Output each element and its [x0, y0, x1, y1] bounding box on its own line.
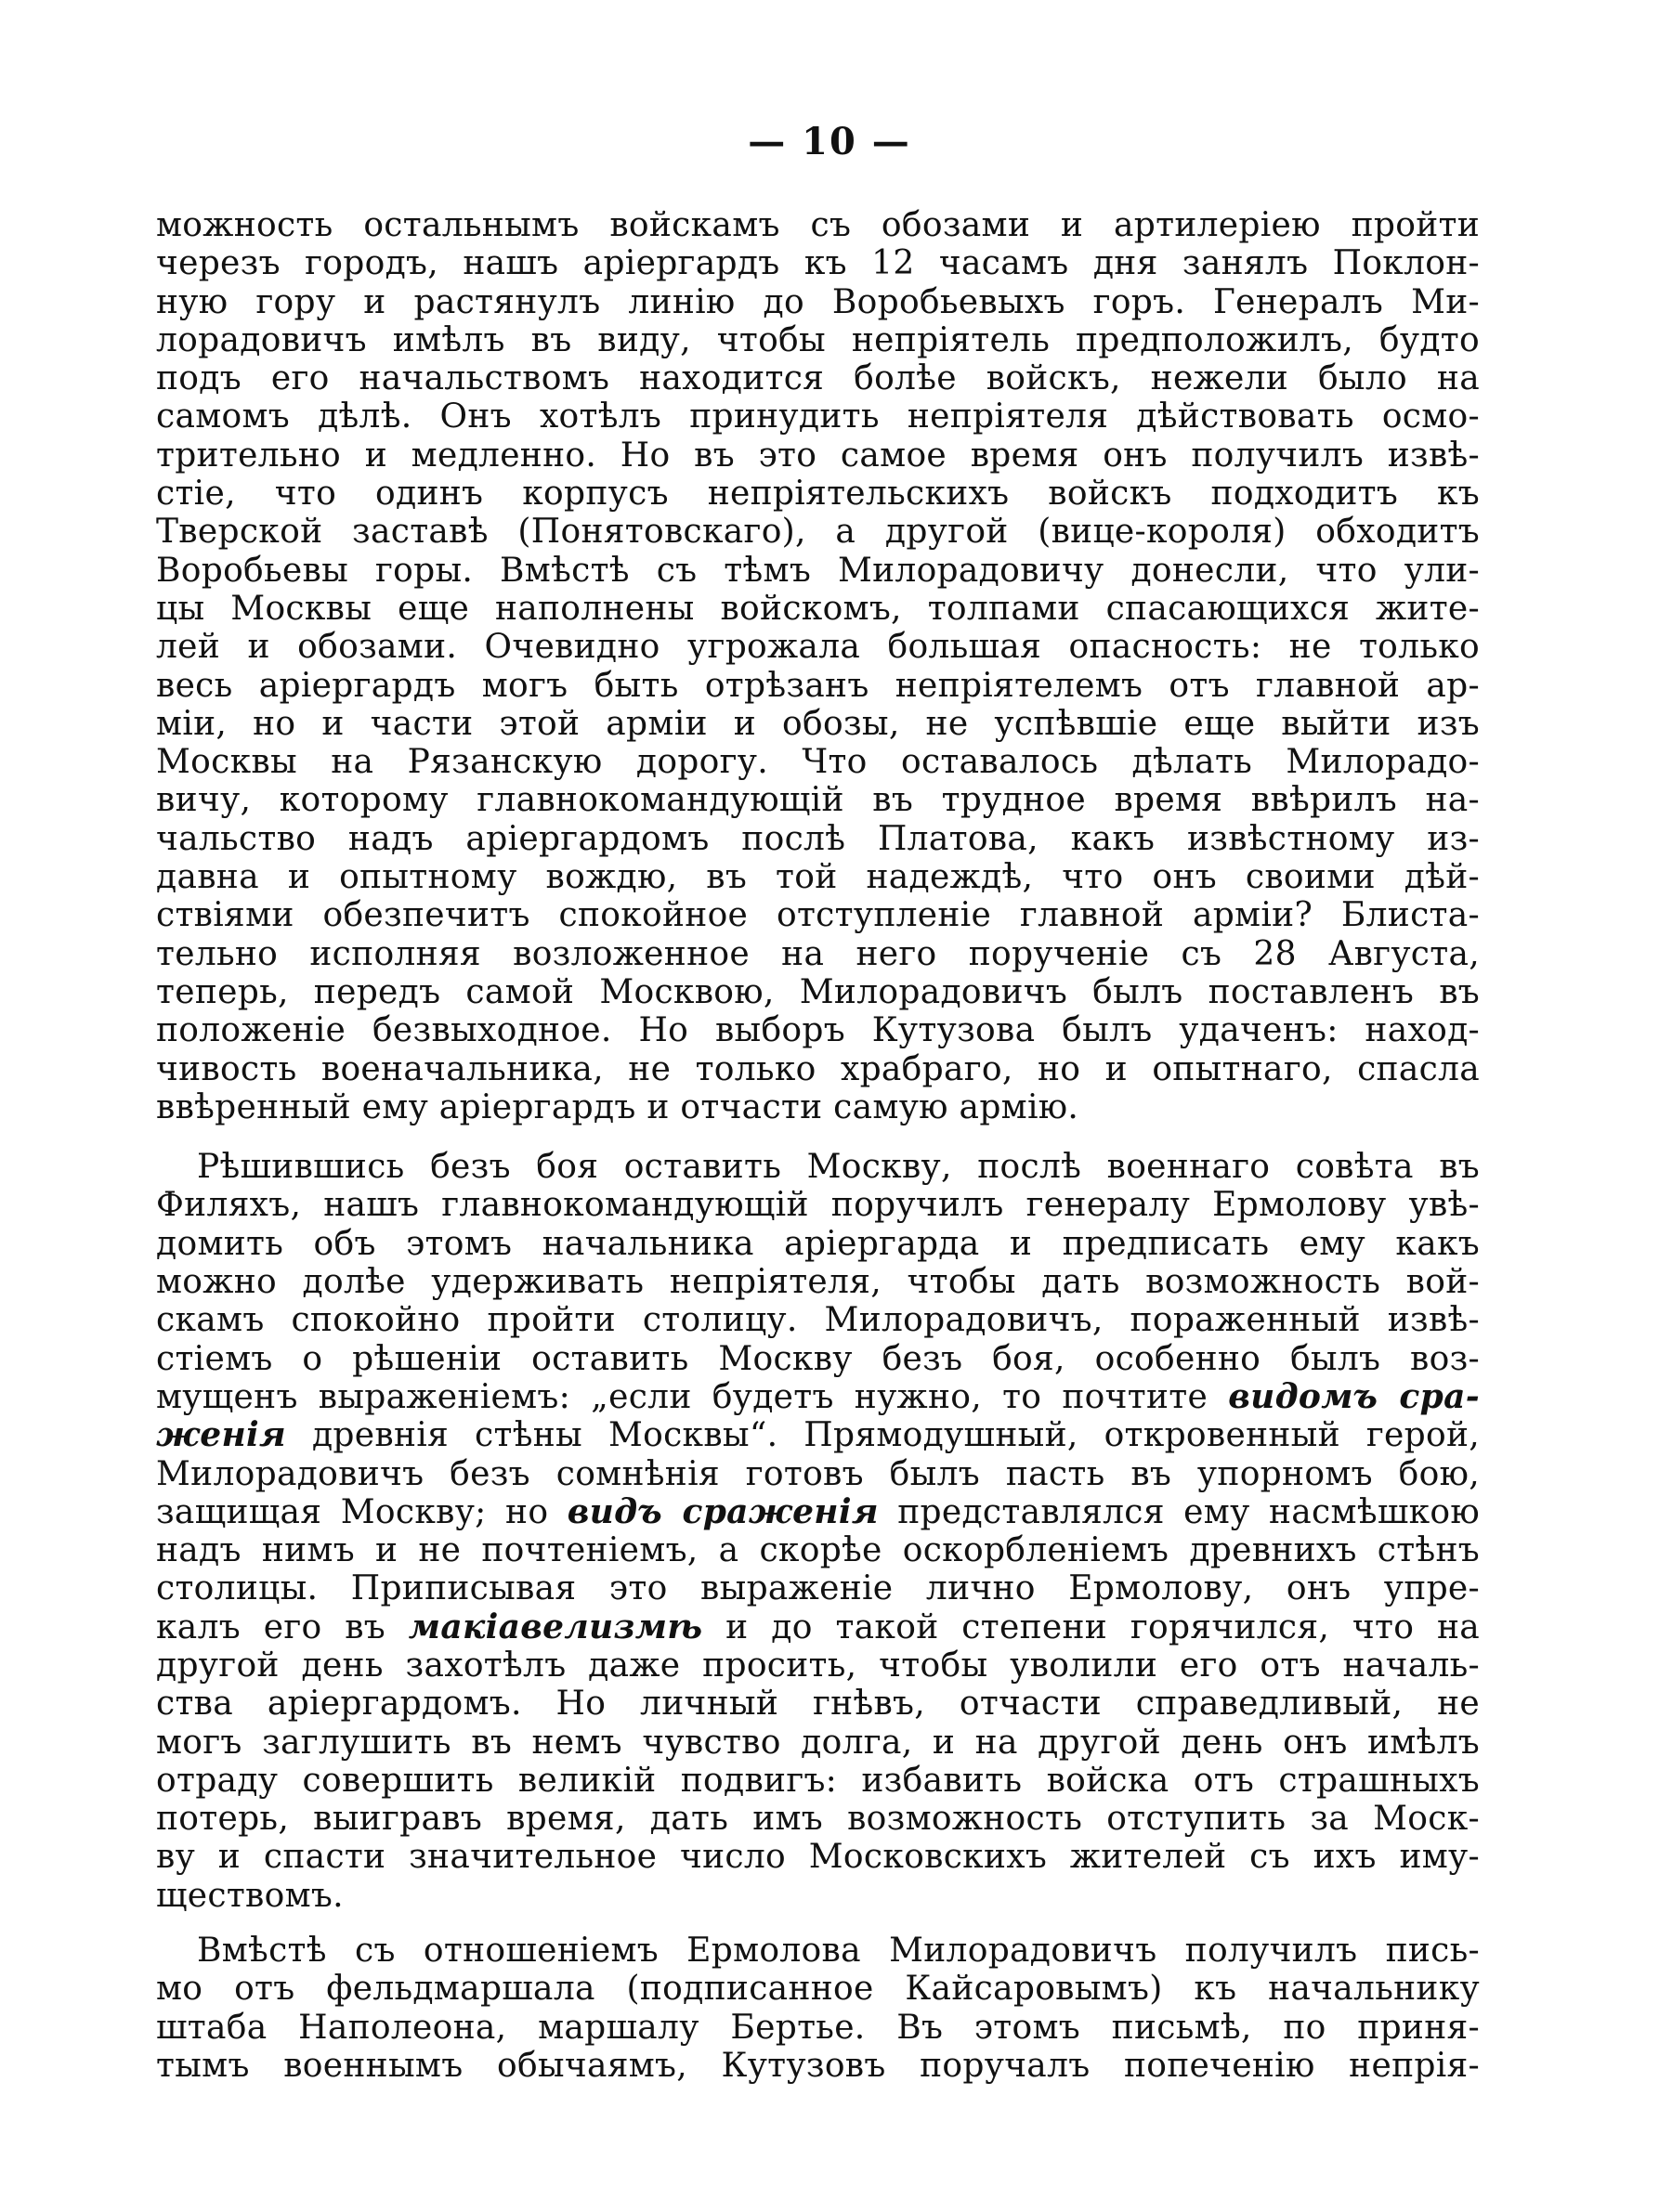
text-line: Милорадовичъ безъ сомнѣнія готовъ былъ пасть въ упорномъ бою, [156, 1454, 1480, 1493]
paragraph-1 [156, 206, 1480, 1126]
text-line: Рѣшившись безъ боя оставить Москву, послѣ военнаго совѣта въ [197, 1148, 1480, 1187]
text-run: представлялся ему насмѣшкою [897, 1492, 1481, 1531]
emphasis-text: видъ сраженія [567, 1491, 879, 1531]
page-number: — 10 — [748, 120, 911, 163]
text-line: домить объ этомъ начальника аріергарда и предписать ему какъ [156, 1224, 1480, 1263]
text-line: чальство надъ аріергардомъ послѣ Платова, какъ извѣстному из- [156, 819, 1480, 858]
text-line: цы Москвы еще наполнены войскомъ, толпами спасающихся жите- [156, 589, 1480, 628]
text-line: черезъ городъ, нашъ аріергардъ къ 12 часамъ дня занялъ Поклон- [156, 244, 1480, 283]
text-line: чивость военачальника, не только храбраго, но и опытнаго, спасла [156, 1049, 1480, 1088]
text-run: калъ его въ [156, 1607, 386, 1646]
text-line: лорадовичъ имѣлъ въ виду, чтобы непріятель предположилъ, будто [156, 320, 1480, 359]
text-line: подъ его начальствомъ находится болѣе войскъ, нежели было на [156, 359, 1480, 398]
text-line: Вмѣстѣ съ отношеніемъ Ермолова Милорадовичъ получилъ пись- [197, 1932, 1480, 1971]
emphasis-text: женія [156, 1415, 286, 1455]
text-line: можно долѣе удерживать непріятеля, чтобы дать возможность вой- [156, 1263, 1480, 1302]
text-line: другой день захотѣлъ даже просить, чтобы уволили его отъ началь- [156, 1646, 1480, 1685]
text-line: лей и обозами. Очевидно угрожала большая опасность: не только [156, 628, 1480, 667]
text-line: Москвы на Рязанскую дорогу. Что оставалось дѣлать Милорадо- [156, 743, 1480, 782]
text-line: можность остальнымъ войскамъ съ обозами и артилеріею пройти [156, 206, 1480, 244]
text-line: ную гору и растянулъ линію до Воробьевыхъ горъ. Генералъ Ми- [156, 282, 1480, 321]
text-line: ществомъ. [156, 1876, 344, 1915]
text-line: міи, но и части этой арміи и обозы, не успѣвшіе еще выйти изъ [156, 704, 1480, 743]
body-text [156, 206, 1480, 2085]
text-line: ввѣренный ему аріергардъ и отчасти самую армію. [156, 1087, 1079, 1126]
text-run: защищая Москву; но [156, 1492, 549, 1531]
text-line [156, 1493, 1480, 1531]
text-line: тымъ военнымъ обычаямъ, Кутузовъ поручалъ попеченію непрія- [156, 2046, 1480, 2085]
text-line: столицы. Приписывая это выраженіе лично Ермолову, онъ упре- [156, 1569, 1480, 1608]
emphasis-text: макіавелизмѣ [408, 1607, 703, 1646]
paragraph-3 [156, 1932, 1480, 2085]
text-line: мо отъ фельдмаршала (подписанное Кайсаровымъ) къ начальнику [156, 1970, 1480, 2009]
text-line: потерь, выигравъ время, дать имъ возможность отступить за Моск- [156, 1800, 1480, 1839]
text-line: стіе, что одинъ корпусъ непріятельскихъ войскъ подходитъ къ [156, 475, 1480, 514]
text-line: Тверской заставѣ (Понятовскаго), а другой (вице-короля) обходитъ [156, 513, 1480, 552]
text-line [156, 1378, 1480, 1416]
text-line [156, 1608, 1480, 1646]
text-line: самомъ дѣлѣ. Онъ хотѣлъ принудить непріятеля дѣйствовать осмо- [156, 397, 1480, 436]
text-line: ствіями обезпечитъ спокойное отступленіе главной арміи? Блиста- [156, 896, 1480, 935]
text-run: мущенъ выраженіемъ: „если будетъ нужно, то почтите [156, 1377, 1208, 1416]
text-line: положеніе безвыходное. Но выборъ Кутузова былъ удаченъ: наход- [156, 1011, 1480, 1050]
text-run: древнія стѣны Москвы“. Прямодушный, откровенный герой, [311, 1416, 1480, 1455]
text-line: отраду совершить великій подвигъ: избавить войска отъ страшныхъ [156, 1761, 1480, 1800]
paragraph-2 [156, 1148, 1480, 1915]
text-line: скамъ спокойно пройти столицу. Милорадовичъ, пораженный извѣ- [156, 1301, 1480, 1340]
text-line [156, 1416, 1480, 1454]
emphasis-text: видомъ сра- [1228, 1376, 1480, 1416]
text-line: весь аріергардъ могъ быть отрѣзанъ непріятелемъ отъ главной ар- [156, 666, 1480, 705]
text-line: теперь, передъ самой Москвою, Милорадовичъ былъ поставленъ въ [156, 972, 1480, 1011]
text-line: Воробьевы горы. Вмѣстѣ съ тѣмъ Милорадовичу донесли, что ули- [156, 551, 1480, 590]
text-line: трительно и медленно. Но въ это самое время онъ получилъ извѣ- [156, 436, 1480, 475]
text-line: вичу, которому главнокомандующій въ трудное время ввѣрилъ на- [156, 781, 1480, 820]
text-line: Филяхъ, нашъ главнокомандующій поручилъ генералу Ермолову увѣ- [156, 1186, 1480, 1225]
text-run: и до такой степени горячился, что на [725, 1607, 1480, 1646]
text-line: могъ заглушить въ немъ чувство долга, и на другой день онъ имѣлъ [156, 1723, 1480, 1762]
text-line: стіемъ о рѣшеніи оставить Москву безъ боя, особенно былъ воз- [156, 1339, 1480, 1378]
text-line: давна и опытному вождю, въ той надеждѣ, что онъ своими дѣй- [156, 858, 1480, 897]
text-line: ства аріергардомъ. Но личный гнѣвъ, отчасти справедливый, не [156, 1685, 1480, 1724]
text-line: надъ нимъ и не почтеніемъ, а скорѣе оскорбленіемъ древнихъ стѣнъ [156, 1531, 1480, 1570]
text-line: штаба Наполеона, маршалу Бертье. Въ этомъ письмѣ, по приня- [156, 2008, 1480, 2047]
text-line: ву и спасти значительное число Московскихъ жителей съ ихъ иму- [156, 1838, 1480, 1877]
text-line: тельно исполняя возложенное на него порученіе съ 28 Августа, [156, 934, 1480, 973]
